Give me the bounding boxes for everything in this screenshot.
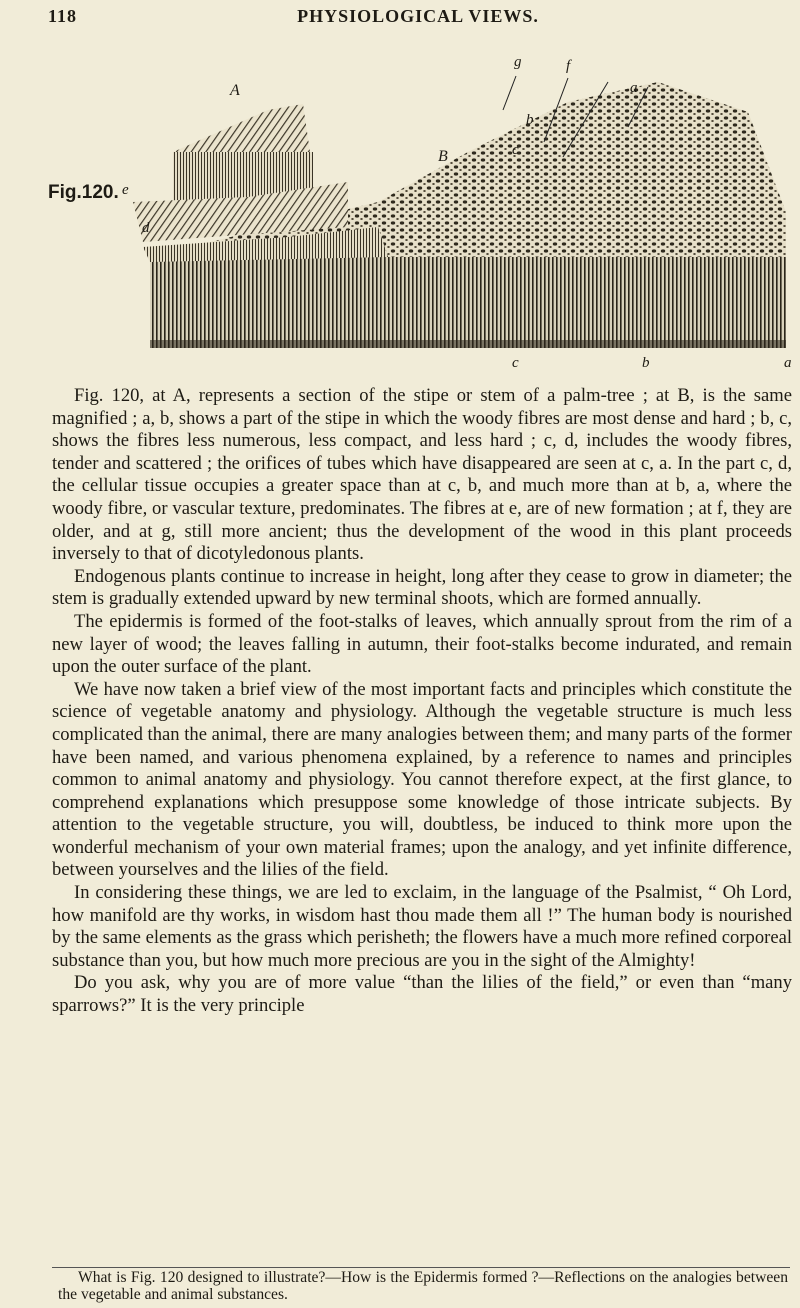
palm-stem-illustration	[48, 52, 788, 382]
paragraph-endogenous: Endogenous plants continue to increase in height, long after they cease to grow in diameter; the stem is gradually extended upward by new terminal shoots, which are formed annually.	[52, 565, 792, 610]
figure-120	[48, 52, 792, 382]
footnote-divider	[52, 1267, 790, 1268]
paragraph-summary: We have now taken a brief view of the most important facts and principles which constitute the science of vegetable anatomy and physiology. Although the vegetable structure is much less complicated than the animal, there are many analogies between them; and many parts of the former have been named, and various phenomena explained, by a reference to names and principles common to animal anatomy and physiology. You cannot therefore expect, at the first glance, to comprehend explanations which presuppose some knowledge of those intricate subjects. By attention to the vegetable structure, you will, doubtless, be induced to think more upon the wonderful mechanism of your own material frames; upon the analogy, and yet infinite difference, between yourselves and the lilies of the field.	[52, 678, 792, 881]
paragraph-figure-caption: Fig. 120, at A, represents a section of the stipe or stem of a palm-tree ; at B, is the same magnified ; a, b, shows a part of the stipe in which the woody fibres are most dense and hard ; b, c, shows the fibres less numerous, less compact, and less hard ; c, d, includes the woody fibres, tender and scattered ; the orifices of tubes which have disappeared are seen at c, a. In the part c, d, the cellular tissue occupies a greater space than at c, b, and much more than at b, a, where the woody fibre, or vascular texture, predominates. The fibres at e, are of new formation ; at f, they are older, and at g, still more ancient; thus the development of the wood in this plant proceeds inversely to that of dicotyledonous plants.	[52, 385, 792, 565]
figure-label: Fig.120.	[48, 182, 119, 203]
body-text	[52, 385, 792, 1018]
figure-letter-A: A	[230, 82, 240, 99]
footnote-questions: What is Fig. 120 designed to illustrate?—How is the Epidermis formed ?—Reflections on the analogies between the vegetable and animal substances.	[58, 1269, 788, 1303]
figure-letter-f: f	[566, 58, 571, 74]
figure-letter-b-top: b	[526, 112, 534, 128]
figure-letter-b-bottom: b	[642, 355, 650, 371]
figure-letter-e: e	[122, 182, 129, 198]
figure-letter-a-top: a	[630, 80, 638, 96]
figure-letter-c-top: c	[512, 142, 519, 158]
paragraph-psalmist: In considering these things, we are led to exclaim, in the language of the Psalmist, “ Oh Lord, how manifold are thy works, in wisdom hast thou made them all !” The human body is nourished by the same elements as the grass which perisheth; the flowers have a much more refined corporeal substance than you, but how much more precious are you in the sight of the Almighty!	[52, 882, 792, 971]
figure-letter-a-bottom: a	[784, 355, 792, 371]
running-title: PHYSIOLOGICAL VIEWS.	[297, 6, 539, 26]
paragraph-lilies: Do you ask, why you are of more value “than the lilies of the field,” or even than “many sparrows?” It is the very principle	[52, 972, 792, 1017]
figure-letter-c-bottom: c	[512, 355, 519, 371]
figure-letter-B: B	[438, 148, 448, 165]
figure-letter-g: g	[514, 54, 522, 70]
page-number: 118	[48, 6, 78, 26]
paragraph-epidermis: The epidermis is formed of the foot-stalks of leaves, which annually sprout from the rim of a new layer of wood; the leaves falling in autumn, their foot-stalks become indurated, and remain upon the outer surface of the plant.	[52, 610, 792, 678]
figure-letter-d: d	[142, 220, 150, 236]
running-head	[48, 6, 788, 32]
